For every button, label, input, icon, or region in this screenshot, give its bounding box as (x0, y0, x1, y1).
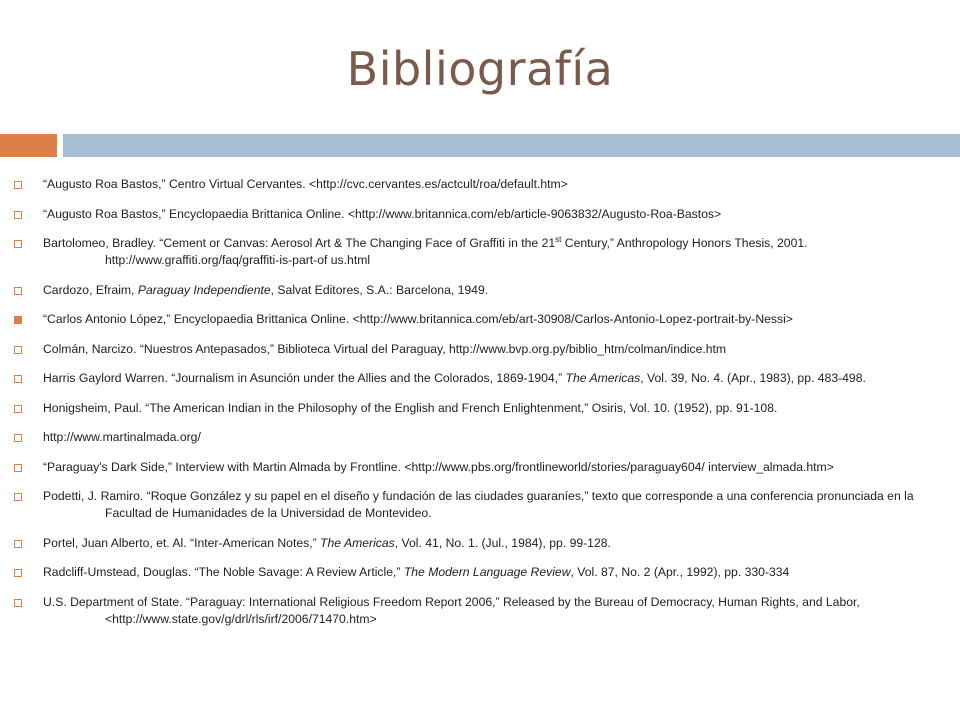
square-bullet-icon (14, 599, 22, 607)
square-bullet-icon (14, 346, 22, 354)
entry-text-part: , Vol. 41, No. 1. (Jul., 1984), pp. 99-128. (394, 535, 611, 550)
square-bullet-icon (14, 569, 22, 577)
square-bullet-icon (14, 405, 22, 413)
slide-title: Bibliografía (346, 42, 614, 96)
square-bullet-icon (14, 181, 22, 189)
accent-bar-blue (63, 134, 960, 157)
entry-text-part: , Vol. 87, No. 2 (Apr., 1992), pp. 330-334 (570, 565, 790, 579)
entry-text: Colmán, Narcizo. “Nuestros Antepasados,” Biblioteca Virtual del Paraguay, http://www.bvp.org.py/biblio_htm/colman/indice.htm (43, 341, 727, 356)
bibliography-entry (14, 341, 920, 358)
square-bullet-icon (14, 240, 22, 248)
square-bullet-icon (14, 434, 22, 442)
square-bullet-icon (14, 540, 22, 548)
square-bullet-icon (14, 287, 22, 295)
entry-text: “Augusto Roa Bastos,” Centro Virtual Cervantes. <http://cvc.cervantes.es/actcult/roa/default.htm> (43, 177, 568, 191)
entry-text-part: Portel, Juan Alberto, et. Al. “Inter-American Notes,” (43, 535, 321, 550)
entry-text: Podetti, J. Ramiro. “Roque González y su papel en el diseño y fundación de las ciudades guaraníes,” texto que corresponde a una conferencia pronunciada en la Facultad de Humanidades de la Universidad de Montevideo. (43, 489, 914, 520)
bibliography-list (14, 176, 920, 640)
entry-italic-title: The Modern Language Review (403, 565, 571, 579)
entry-text-part: Harris Gaylord Warren. “Journalism in Asunción under the Allies and the Colorados, 1869-1904,” (43, 371, 566, 385)
bibliography-entry (14, 594, 920, 628)
entry-text: “Paraguay's Dark Side,” Interview with Martin Almada by Frontline. <http://www.pbs.org/frontlineworld/stories/paraguay604/ interview_almada.htm> (43, 459, 834, 474)
bibliography-entry (14, 235, 920, 269)
bibliography-entry (14, 429, 920, 446)
square-bullet-icon (14, 464, 22, 472)
square-bullet-icon (14, 375, 22, 383)
entry-text-part: , Vol. 39, No. 4. (Apr., 1983), pp. 483-498. (640, 371, 866, 385)
entry-text-part: Radcliff-Umstead, Douglas. “The Noble Savage: A Review Article,” (43, 565, 404, 579)
entry-superscript: st (555, 234, 562, 244)
bibliography-entry (14, 370, 920, 387)
square-bullet-icon (14, 211, 22, 219)
accent-bar-orange (0, 134, 57, 157)
entry-text: Honigsheim, Paul. “The American Indian in the Philosophy of the English and French Enlightenment,” Osiris, Vol. 10. (1952), pp. 91-108. (43, 400, 778, 415)
bibliography-entry (14, 400, 920, 417)
entry-text-part: Bartolomeo, Bradley. “Cement or Canvas: Aerosol Art & The Changing Face of Graffiti in the 21 (43, 236, 556, 250)
bibliography-entry (14, 459, 920, 476)
entry-italic-title: Paraguay Independiente (137, 282, 271, 297)
entry-text: “Augusto Roa Bastos,” Encyclopaedia Brittanica Online. <http://www.britannica.com/eb/article-9063832/Augusto-Roa-Bastos> (43, 206, 722, 221)
bibliography-entry (14, 176, 920, 193)
entry-text: U.S. Department of State. “Paraguay: International Religious Freedom Report 2006,” Released by the Bureau of Democracy, Human Rights, and Labor, <http://www.state.gov/g/drl/rls/irf/2006/71470.htm> (43, 594, 860, 626)
entry-text-part: Century,” Anthropology Honors Thesis, 2001. http://www.graffiti.org/faq/graffiti-is-part-of us.html (105, 236, 808, 267)
bibliography-entry (14, 535, 920, 552)
entry-text: http://www.martinalmada.org/ (43, 430, 201, 444)
square-bullet-icon (14, 493, 22, 501)
bibliography-entry (14, 311, 920, 328)
entry-text-part: , Salvat Editores, S.A.: Barcelona, 1949. (270, 282, 489, 297)
entry-italic-title: The Americas (565, 371, 641, 385)
square-bullet-icon (14, 316, 22, 324)
bibliography-entry (14, 488, 920, 522)
bibliography-entry (14, 282, 920, 299)
entry-text: “Carlos Antonio López,” Encyclopaedia Brittanica Online. <http://www.britannica.com/eb/art-30908/Carlos-Antonio-Lopez-portrait-by-Nessi> (43, 312, 793, 326)
entry-text-part: Cardozo, Efraim, (43, 282, 138, 297)
entry-italic-title: The Americas (320, 535, 395, 550)
bibliography-entry (14, 564, 920, 581)
bibliography-entry (14, 206, 920, 223)
